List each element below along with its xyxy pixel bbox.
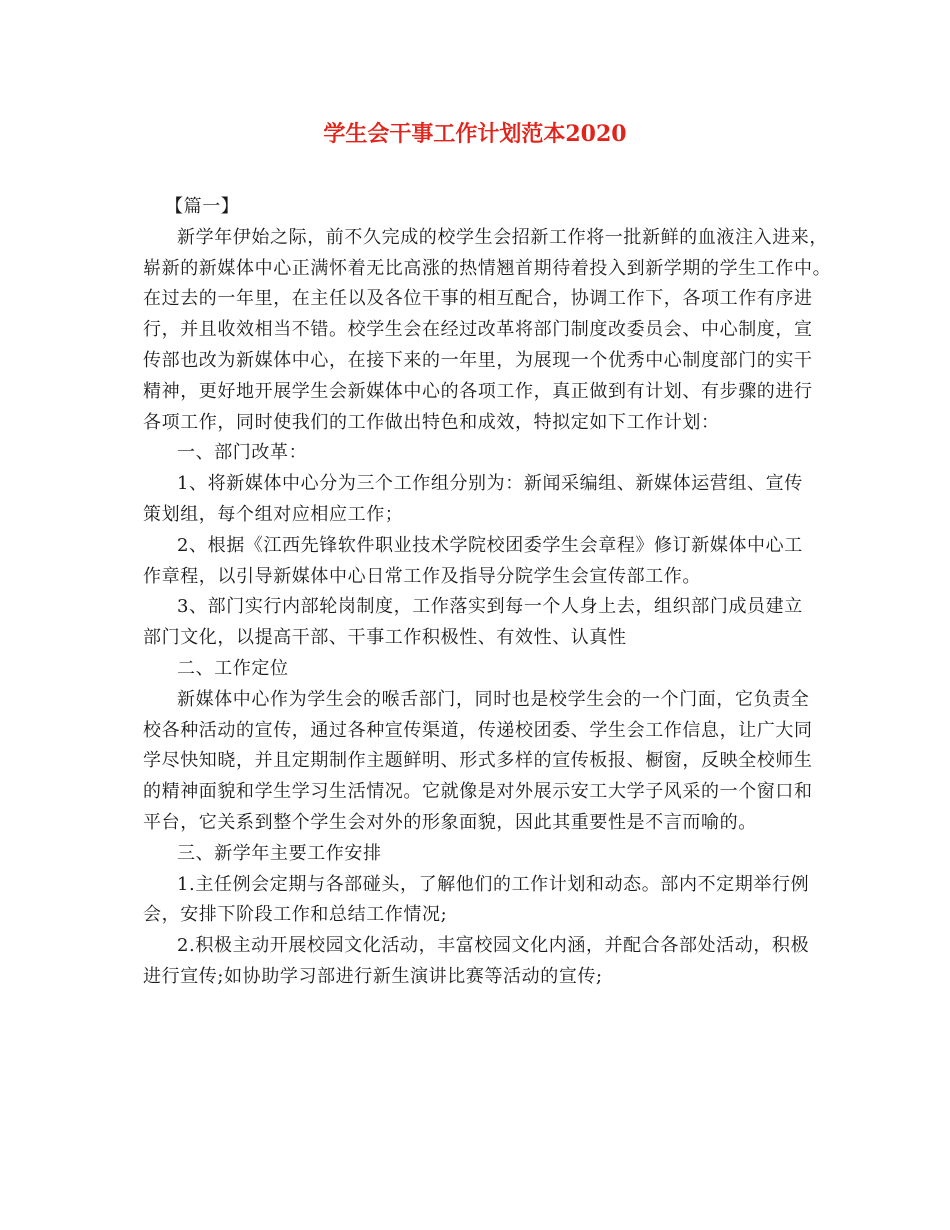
paragraph-line: 进行宣传;如协助学习部进行新生演讲比赛等活动的宣传;	[143, 965, 603, 987]
paragraph-line: 的精神面貌和学生学习生活情况。它就像是对外展示安工大学子风采的一个窗口和	[143, 781, 813, 803]
paragraph-line: 三、新学年主要工作安排	[177, 842, 382, 864]
paragraph-line: 2.积极主动开展校园文化活动，丰富校园文化内涵，并配合各部处活动，积极	[177, 935, 810, 957]
paragraph-line: 2、根据《江西先锋软件职业技术学院校团委学生会章程》修订新媒体中心工	[177, 534, 803, 556]
section-label: 【篇一】	[165, 196, 240, 217]
paragraph-line: 部门文化，以提高干部、干事工作积极性、有效性、认真性	[143, 627, 627, 649]
paragraph-line: 二、工作定位	[177, 657, 289, 679]
paragraph-line: 各项工作，同时使我们的工作做出特色和成效，特拟定如下工作计划：	[143, 411, 720, 433]
paragraph-line: 1.主任例会定期与各部碰头，了解他们的工作计划和动态。部内不定期举行例	[177, 873, 810, 895]
paragraph-line: 崭新的新媒体中心正满怀着无比高涨的热情翘首期待着投入到新学期的学生工作中。	[143, 257, 832, 279]
document-body	[143, 192, 832, 993]
paragraph-line: 校各种活动的宣传，通过各种宣传渠道，传递校团委、学生会工作信息，让广大同	[143, 719, 813, 741]
paragraph-line: 精神，更好地开展学生会新媒体中心的各项工作，真正做到有计划、有步骤的进行	[143, 380, 813, 402]
paragraph-line: 一、部门改革：	[177, 442, 308, 464]
paragraph-line: 会，安排下阶段工作和总结工作情况;	[143, 904, 448, 926]
paragraph-line: 行，并且收效相当不错。校学生会在经过改革将部门制度改委员会、中心制度，宣	[143, 319, 813, 341]
paragraph-line: 学尽快知晓，并且定期制作主题鲜明、形式多样的宣传板报、橱窗，反映全校师生	[143, 750, 813, 772]
paragraph-line: 新学年伊始之际，前不久完成的校学生会招新工作将一批新鲜的血液注入进来，	[177, 226, 828, 248]
paragraph-line: 新媒体中心作为学生会的喉舌部门，同时也是校学生会的一个门面，它负责全	[177, 688, 810, 710]
paragraph-line: 平台，它关系到整个学生会对外的形象面貌，因此其重要性是不言而喻的。	[143, 811, 757, 833]
paragraph-line: 1、将新媒体中心分为三个工作组分别为：新闻采编组、新媒体运营组、宣传	[177, 473, 803, 495]
paragraph-line: 传部也改为新媒体中心，在接下来的一年里，为展现一个优秀中心制度部门的实干	[143, 349, 813, 371]
paragraph-line: 在过去的一年里，在主任以及各位干事的相互配合，协调工作下，各项工作有序进	[143, 288, 813, 310]
paragraph-line: 作章程，以引导新媒体中心日常工作及指导分院学生会宣传部工作。	[143, 565, 701, 587]
document-title: 学生会干事工作计划范本2020	[323, 121, 627, 147]
paragraph-line: 3、部门实行内部轮岗制度，工作落实到每一个人身上去，组织部门成员建立	[177, 596, 803, 618]
paragraph-line: 策划组，每个组对应相应工作；	[143, 503, 404, 525]
